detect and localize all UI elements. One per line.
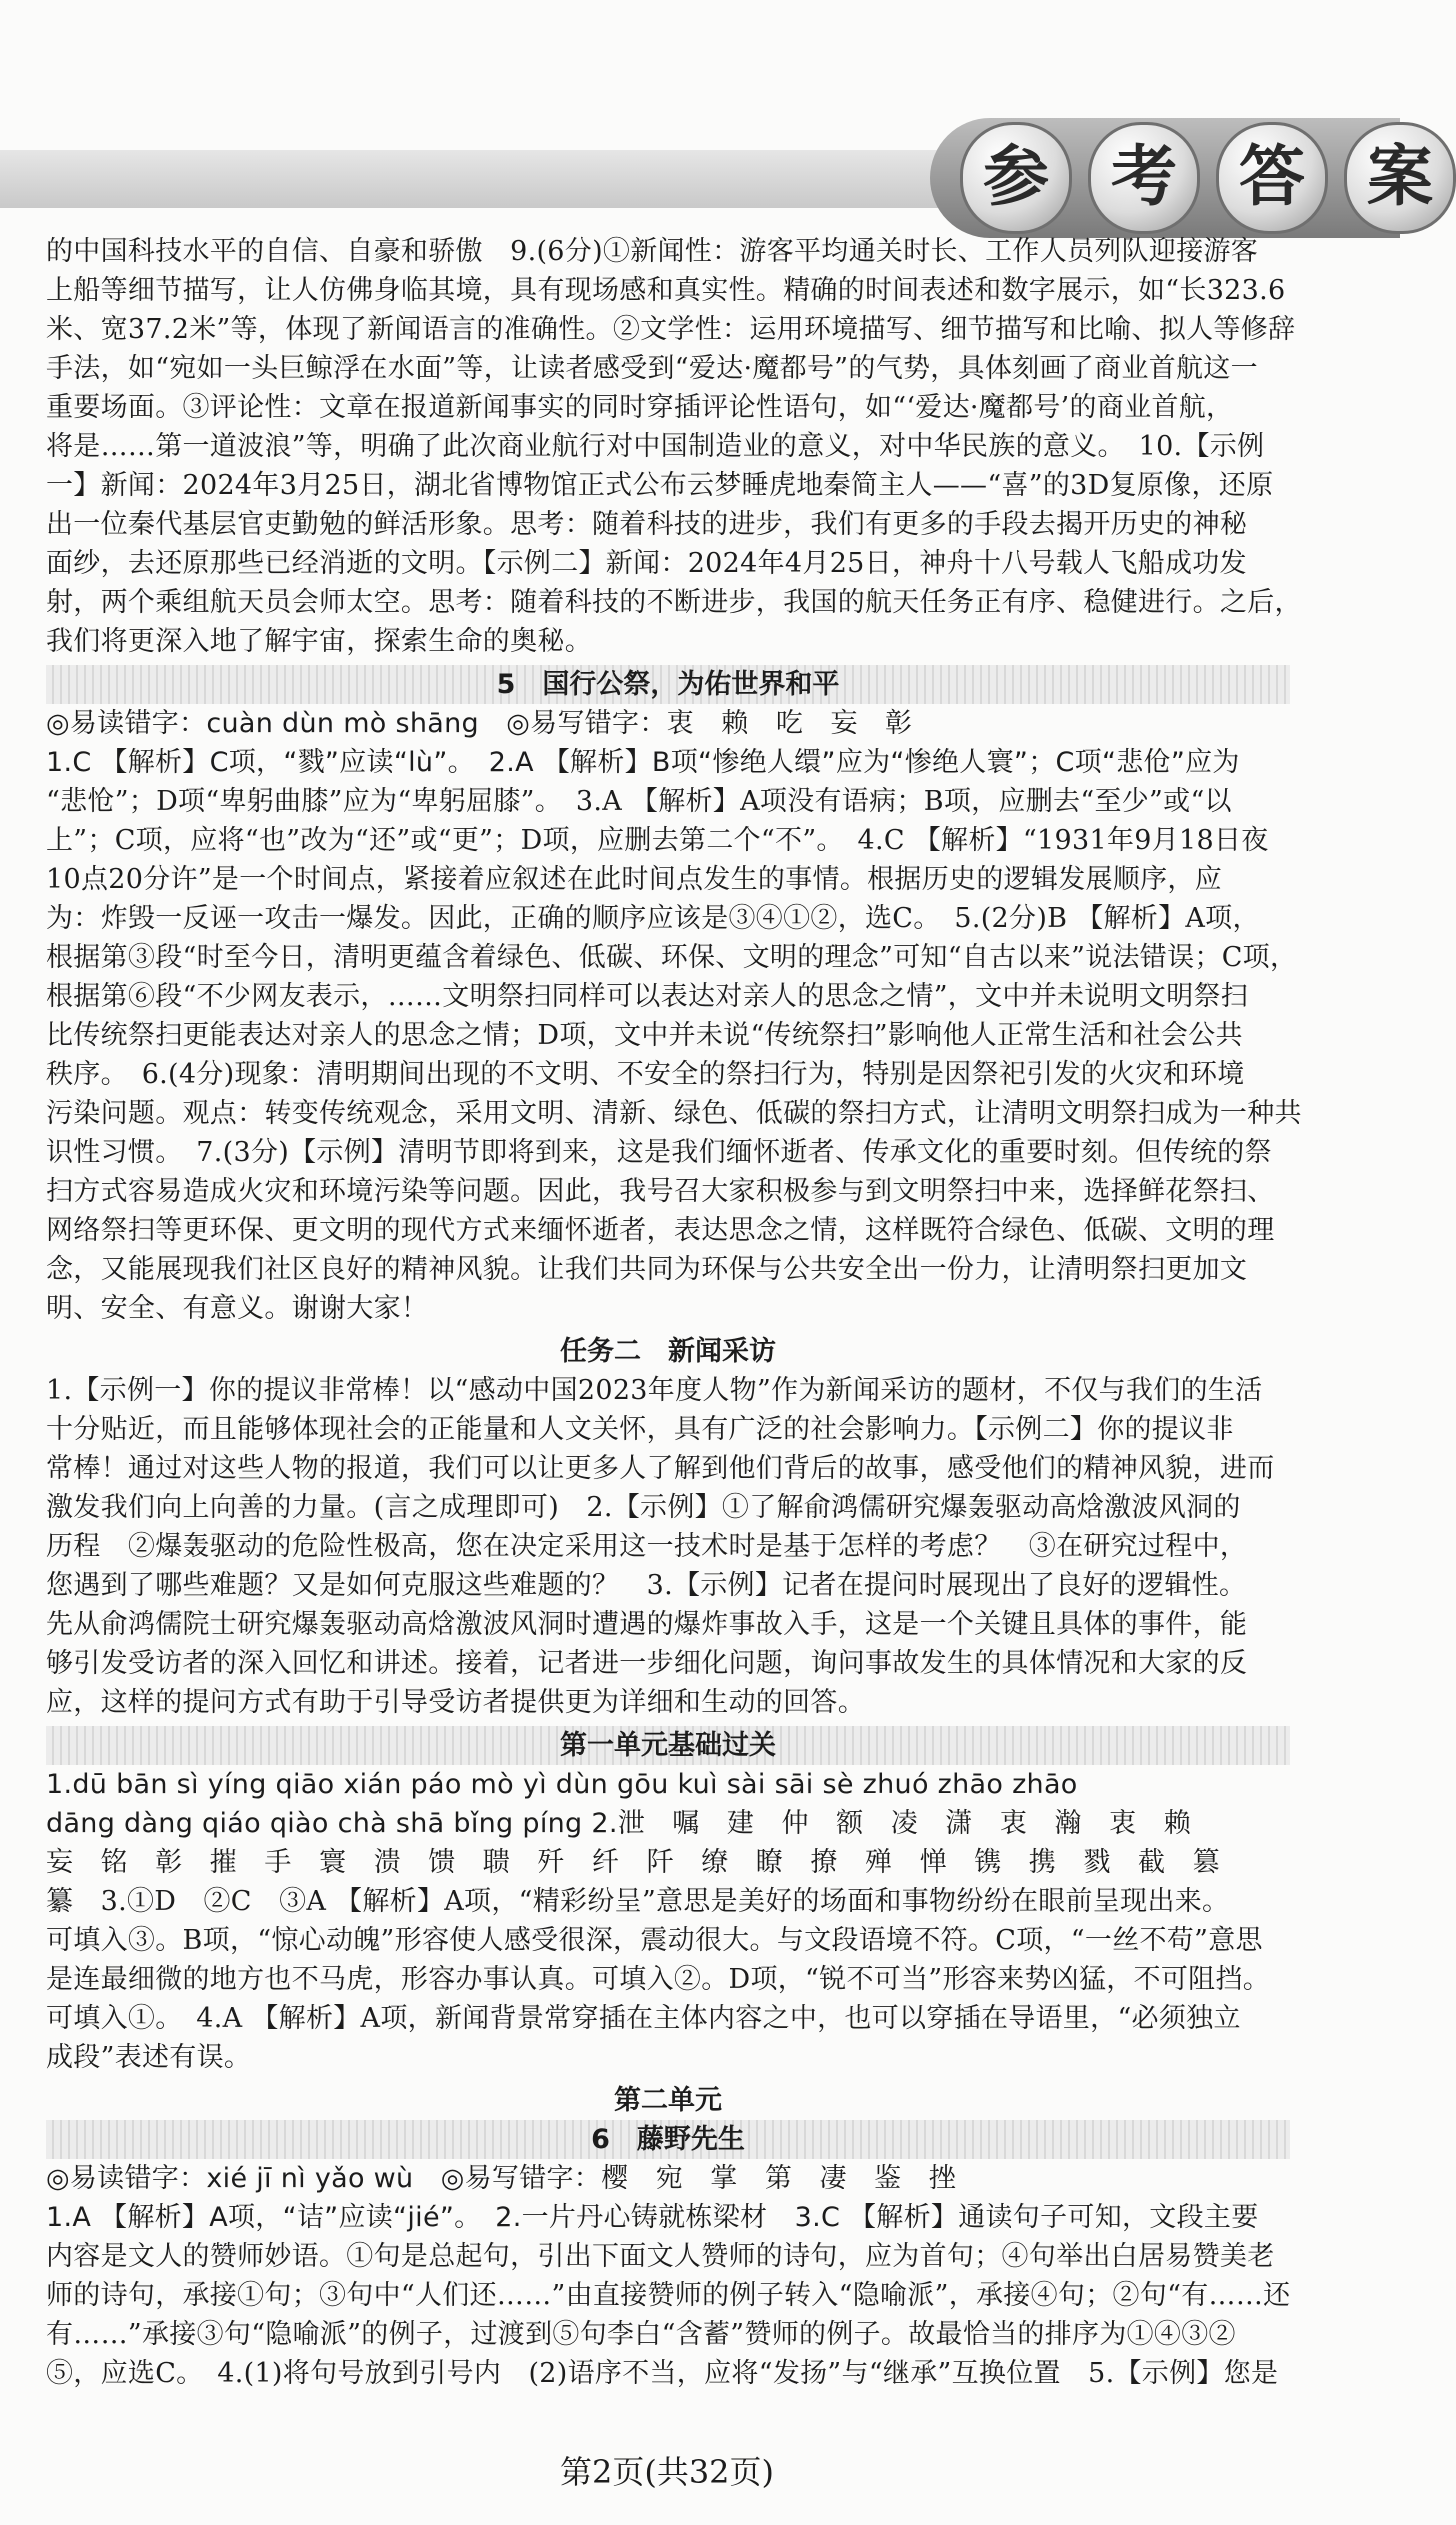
text-line: 一】新闻：2024年3月25日，湖北省博物馆正式公布云梦睡虎地秦简主人——“喜”的3D复原像，还原 <box>46 470 1274 501</box>
text-line: 比传统祭扫更能表达对亲人的思念之情；D项，文中并未说“传统祭扫”影响他人正常生活和社会公共 <box>46 1020 1243 1051</box>
text-line: 纂 3.①D ②C ③A 【解析】A项，“精彩纷呈”意思是美好的场面和事物纷纷在眼前呈现出来。 <box>46 1886 1230 1917</box>
text-line: 出一位秦代基层官吏勤勉的鲜活形象。思考：随着科技的进步，我们有更多的手段去揭开历史的神秘 <box>46 509 1248 540</box>
section-subtitle: 6 藤野先生 <box>46 2120 1290 2159</box>
text-line: ◎易读错字：cuàn dùn mò shāng ◎易写错字：衷 赖 吃 妄 彰 <box>46 708 913 739</box>
section-body <box>46 2159 1290 2393</box>
section-body <box>46 1371 1290 1722</box>
section-title: 5 国行公祭，为佑世界和平 <box>46 665 1290 704</box>
text-line: 常棒！通过对这些人物的报道，我们可以让更多人了解到他们背后的故事，感受他们的精神风貌，进而 <box>46 1453 1275 1484</box>
text-line: 1.【示例一】你的提议非常棒！以“感动中国2023年度人物”作为新闻采访的题材，不仅与我们的生活 <box>46 1375 1263 1406</box>
text-line: 师的诗句，承接①句；③句中“人们还……”由直接赞师的例子转入“隐喻派”，承接④句；②句“有……还 <box>46 2280 1291 2311</box>
text-line: 米、宽37.2米”等，体现了新闻语言的准确性。②文学性：运用环境描写、细节描写和比喻、拟人等修辞 <box>46 314 1296 345</box>
text-line: 历程 ②爆轰驱动的危险性极高，您在决定采用这一技术时是基于怎样的考虑？ ③在研究过程中， <box>46 1531 1248 1562</box>
text-line: 可填入③。B项，“惊心动魄”形容使人感受很深，震动很大。与文段语境不符。C项，“一丝不苟”意思 <box>46 1925 1263 1956</box>
text-line: 先从俞鸿儒院士研究爆轰驱动高焓激波风洞时遭遇的爆炸事故入手，这是一个关键且具体的事件，能 <box>46 1609 1248 1640</box>
text-line: 是连最细微的地方也不马虎，形容办事认真。可填入②。D项，“锐不可当”形容来势凶猛，不可阻挡。 <box>46 1964 1271 1995</box>
header-char: 参 <box>960 122 1072 234</box>
text-line: ◎易读错字：xié jī nì yǎo wù ◎易写错字：樱 宛 掌 第 凄 鉴 挫 <box>46 2163 956 2194</box>
text-line: 应，这样的提问方式有助于引导受访者提供更为详细和生动的回答。 <box>46 1687 865 1718</box>
text-line: 明、安全、有意义。谢谢大家！ <box>46 1293 429 1324</box>
text-line: dāng dàng qiáo qiào chà shā bǐng píng 2.泄 嘱 建 仲 额 凌 潇 衷 瀚 衷 赖 <box>46 1808 1192 1839</box>
text-line: 污染问题。观点：转变传统观念，采用文明、清新、绿色、低碳的祭扫方式，让清明文明祭扫成为一种共 <box>46 1098 1302 1129</box>
section-title: 第一单元基础过关 <box>46 1726 1290 1765</box>
section-body <box>46 704 1302 1328</box>
page-number: 第2页(共32页) <box>559 2453 775 2491</box>
text-line: 手法，如“宛如一头巨鲸浮在水面”等，让读者感受到“爱达·魔都号”的气势，具体刻画了商业首航这一 <box>46 353 1258 384</box>
text-line: 识性习惯。 7.(3分)【示例】清明节即将到来，这是我们缅怀逝者、传承文化的重要时刻。但传统的祭 <box>46 1137 1272 1168</box>
text-line: 上船等细节描写，让人仿佛身临其境，具有现场感和真实性。精确的时间表述和数字展示，如“长323.6 <box>46 275 1286 306</box>
section-body <box>46 1765 1290 2077</box>
text-line: 面纱，去还原那些已经消逝的文明。【示例二】新闻：2024年4月25日，神舟十八号载人飞船成功发 <box>46 548 1247 579</box>
header-char: 答 <box>1216 122 1328 234</box>
text-line: 扫方式容易造成火灾和环境污染等问题。因此，我号召大家积极参与到文明祭扫中来，选择鲜花祭扫、 <box>46 1176 1275 1207</box>
section-title: 任务二 新闻采访 <box>560 1336 776 1367</box>
text-line: 1.A 【解析】A项，“诘”应读“jié”。 2.一片丹心铸就栋梁材 3.C 【解析】通读句子可知，文段主要 <box>46 2202 1259 2233</box>
section-continuation <box>46 232 1302 661</box>
text-line: 够引发受访者的深入回忆和讲述。接着，记者进一步细化问题，询问事故发生的具体情况和大家的反 <box>46 1648 1248 1679</box>
header-char: 案 <box>1344 122 1456 234</box>
header-char: 考 <box>1088 122 1200 234</box>
text-line: 秩序。 6.(4分)现象：清明期间出现的不文明、不安全的祭扫行为，特别是因祭祀引发的火灾和环境 <box>46 1059 1245 1090</box>
text-line: ⑤，应选C。 4.(1)将句号放到引号内 (2)语序不当，应将“发扬”与“继承”互换位置 5.【示例】您是 <box>46 2358 1279 2389</box>
text-line: 1.C 【解析】C项，“戮”应读“lù”。 2.A 【解析】B项“惨绝人缳”应为“惨绝人寰”；C项“悲伧”应为 <box>46 747 1240 778</box>
header-title <box>960 122 1456 232</box>
text-line: 根据第③段“时至今日，清明更蕴含着绿色、低碳、环保、文明的理念”可知“自古以来”说法错误；C项， <box>46 942 1298 973</box>
section-title: 第二单元 <box>614 2085 722 2116</box>
text-line: 根据第⑥段“不少网友表示，……文明祭扫同样可以表达对亲人的思念之情”，文中并未说明文明祭扫 <box>46 981 1249 1012</box>
text-line: 妄 铭 彰 摧 手 寰 溃 馈 聩 歼 纤 阡 缭 瞭 撩 殚 惮 镌 携 戮 截 篡 <box>46 1847 1220 1878</box>
text-line: 网络祭扫等更环保、更文明的现代方式来缅怀逝者，表达思念之情，这样既符合绿色、低碳、文明的理 <box>46 1215 1275 1246</box>
text-line: 您遇到了哪些难题？又是如何克服这些难题的？ 3.【示例】记者在提问时展现出了良好的逻辑性。 <box>46 1570 1247 1601</box>
text-line: 有……”承接③句“隐喻派”的例子，过渡到⑤句李白“含蓄”赞师的例子。故最恰当的排序为①④③② <box>46 2319 1236 2350</box>
text-line: 10点20分许”是一个时间点，紧接着应叙述在此时间点发生的事情。根据历史的逻辑发展顺序，应 <box>46 864 1223 895</box>
text-line: 重要场面。③评论性：文章在报道新闻事实的同时穿插评论性语句，如“‘爱达·魔都号’的商业首航， <box>46 392 1234 423</box>
text-line: 将是……第一道波浪”等，明确了此次商业航行对中国制造业的意义，对中华民族的意义。 10.【示例 <box>46 431 1265 462</box>
text-line: 射，两个乘组航天员会师太空。思考：随着科技的不断进步，我国的航天任务正有序、稳健进行。之后， <box>46 587 1302 618</box>
text-line: 的中国科技水平的自信、自豪和骄傲 9.(6分)①新闻性：游客平均通关时长、工作人员列队迎接游客 <box>46 236 1259 267</box>
text-line: “悲怆”；D项“卑躬曲膝”应为“卑躬屈膝”。 3.A 【解析】A项没有语病；B项，应删去“至少”或“以 <box>46 786 1232 817</box>
text-line: 上”；C项，应将“也”改为“还”或“更”；D项，应删去第二个“不”。 4.C 【解析】“1931年9月18日夜 <box>46 825 1269 856</box>
text-line: 激发我们向上向善的力量。(言之成理即可) 2.【示例】①了解俞鸿儒研究爆轰驱动高焓激波风洞的 <box>46 1492 1241 1523</box>
text-line: 念，又能展现我们社区良好的精神风貌。让我们共同为环保与公共安全出一份力，让清明祭扫更加文 <box>46 1254 1248 1285</box>
text-line: 内容是文人的赞师妙语。①句是总起句，引出下面文人赞师的诗句，应为首句；④句举出白居易赞美老 <box>46 2241 1275 2272</box>
text-line: 十分贴近，而且能够体现社会的正能量和人文关怀，具有广泛的社会影响力。【示例二】你的提议非 <box>46 1414 1234 1445</box>
text-line: 为：炸毁一反诬一攻击一爆发。因此，正确的顺序应该是③④①②，选C。 5.(2分)B 【解析】A项， <box>46 903 1260 934</box>
text-line: 成段”表述有误。 <box>46 2042 252 2073</box>
text-line: 可填入①。 4.A 【解析】A项，新闻背景常穿插在主体内容之中，也可以穿插在导语里，“必须独立 <box>46 2003 1241 2034</box>
text-line: 1.dū bān sì yíng qiāo xián páo mò yì dùn gōu kuì sài sāi sè zhuó zhāo zhāo <box>46 1769 1078 1800</box>
text-line: 我们将更深入地了解宇宙，探索生命的奥秘。 <box>46 626 592 657</box>
